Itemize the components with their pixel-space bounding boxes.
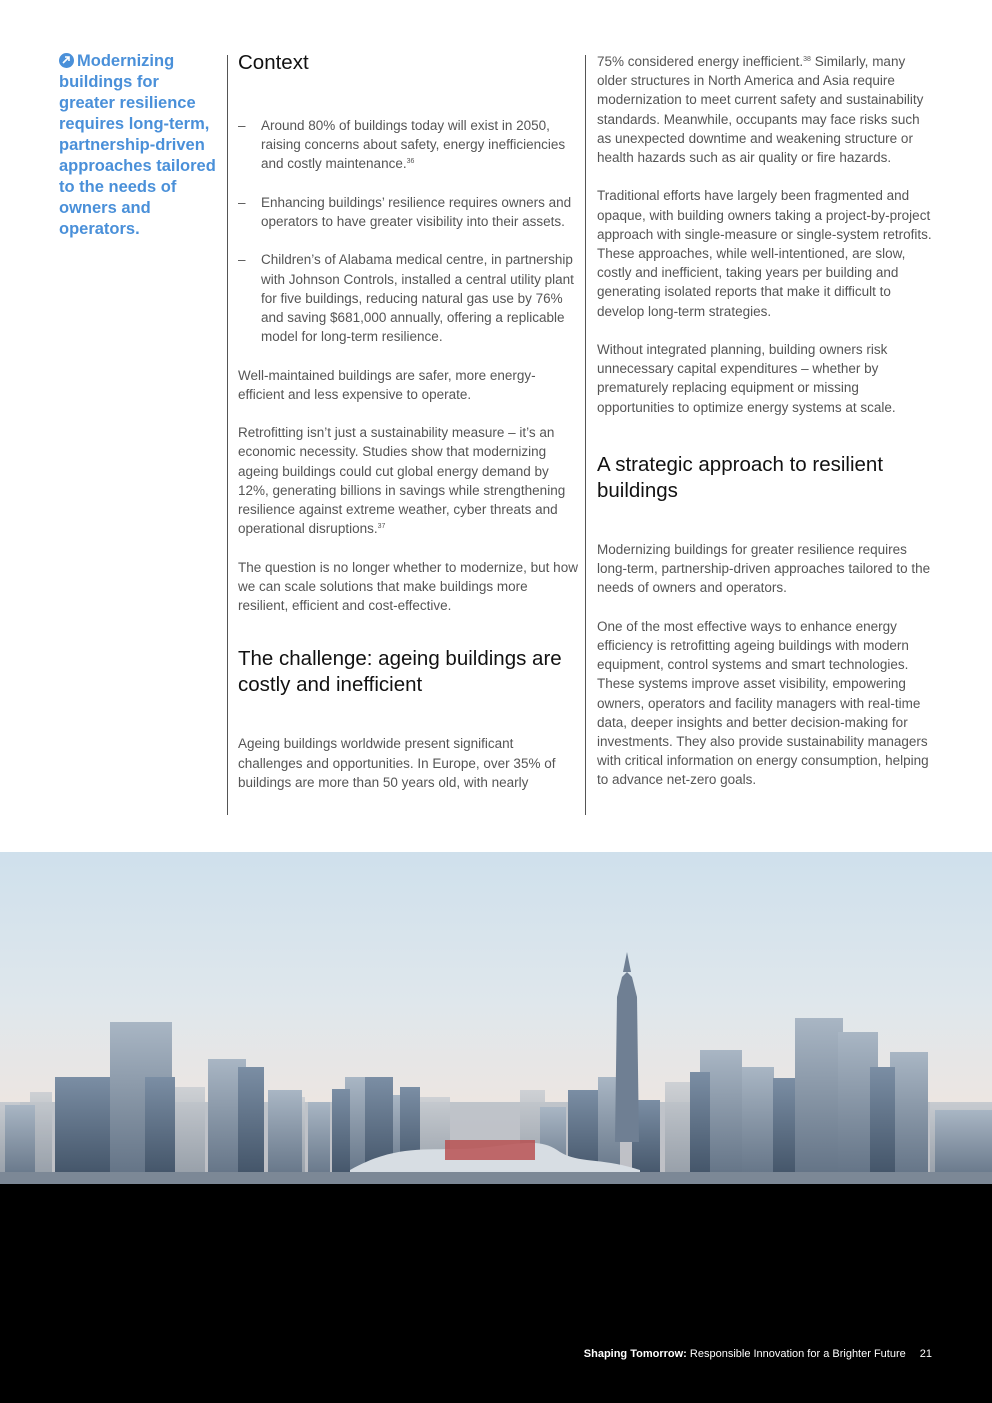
page-footer	[584, 1348, 932, 1360]
paragraph: The question is no longer whether to modernize, but how we can scale solutions that make buildings more resilient, efficient and cost-effective.	[238, 559, 578, 613]
footer-band	[0, 1184, 992, 1403]
bullet-item: – Children’s of Alabama medical centre, in partnership with Johnson Controls, installed a central utility plant for five buildings, reducing natural gas use by 76% and saving $681,000 annually, offering a replicable model for long-term resilience.	[238, 252, 574, 345]
column-divider-left	[227, 55, 228, 815]
footnote-ref: 37	[377, 523, 386, 531]
paragraph: Modernizing buildings for greater resilience requires long-term, partnership-driven approaches tailored to the needs of owners and operators.	[597, 542, 931, 596]
pull-quote	[59, 51, 219, 240]
footer-title-bold: Shaping Tomorrow:	[583, 1348, 687, 1360]
footnote-ref: 36	[406, 158, 415, 166]
column-divider-right	[585, 55, 586, 815]
skyline-illustration	[0, 852, 992, 1185]
paragraph: Without integrated planning, building owners risk unnecessary capital expenditures – whether by prematurely replacing equipment or missing opportunities to optimize energy systems at scale.	[597, 342, 896, 415]
paragraph: Retrofitting isn’t just a sustainability measure – it’s an economic necessity. Studies show that modernizing ageing buildings could cut global energy demand by 12%, generating billions in savings while strengthening resilience against extreme weather, cyber threats and operational disruptions.$^{37}$	[238, 425, 566, 537]
column-2	[597, 52, 937, 790]
strategic-heading: A strategic approach to resilient buildings	[597, 453, 884, 503]
paragraph: 75% considered energy inefficient.$^{38}$ Similarly, many older structures in North America and Asia require modernization to meet current safety and sustainability standards. Meanwhile, occupants may face risks such as unexpected downtime and weakening structure or health hazards such as air quality or fire hazards.	[597, 54, 924, 166]
pull-quote-text: Modernizing buildings for greater resilience requires long-term, partnership-driven approaches tailored to the needs of owners and operators.	[59, 52, 216, 238]
city-skyline-photo	[0, 852, 992, 1185]
bullet-item: – Enhancing buildings’ resilience requires owners and operators to have greater visibility into their assets.	[238, 194, 572, 229]
footnote-ref: 38	[803, 56, 811, 63]
challenge-heading: The challenge: ageing buildings are costly and inefficient	[238, 647, 562, 697]
column-1	[238, 50, 578, 792]
arrow-circle-icon	[59, 53, 74, 68]
paragraph: Traditional efforts have largely been fragmented and opaque, with building owners taking a project-by-project approach with single-measure or single-system retrofits. These approaches, while well-intentioned, are slow, costly and inefficient, taking years per building and generating isolated reports that make it difficult to develop long-term strategies.	[597, 188, 932, 319]
paragraph: One of the most effective ways to enhance energy efficiency is retrofitting ageing buildings with modern equipment, control systems and smart technologies. These systems improve asset visibility, empowering owners, operators and facility managers with real-time data, deeper insights and better decision-making for investments. They also provide sustainability managers with critical information on energy consumption, helping to advance net-zero goals.	[597, 618, 929, 788]
context-bullet-list	[238, 116, 578, 346]
footer-title: Responsible Innovation for a Brighter Future	[686, 1348, 906, 1360]
bullet-item: – Around 80% of buildings today will exist in 2050, raising concerns about safety, energy inefficiencies and costly maintenance.$^{36}$	[238, 118, 566, 172]
paragraph: Well-maintained buildings are safer, more energy-efficient and less expensive to operate.	[238, 367, 536, 402]
context-heading: Context	[238, 51, 309, 74]
paragraph: Ageing buildings worldwide present significant challenges and opportunities. In Europe, over 35% of buildings are more than 50 years old, with nearly	[238, 736, 556, 790]
page-number: 21	[919, 1348, 932, 1360]
